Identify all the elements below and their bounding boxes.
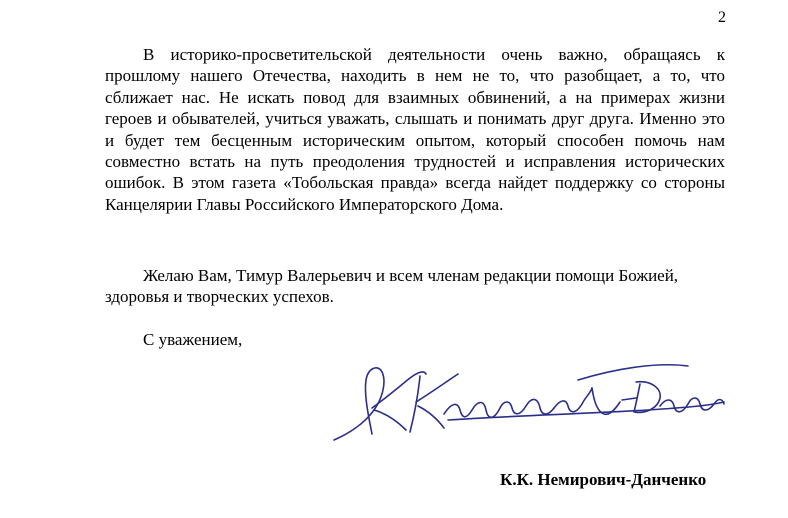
main-paragraph: В историко-просветительской деятельности очень важно, обращаясь к прошлому нашего Отечества, находить в нем не то, что разобщает, а то, что сближает нас. Не искать повод для взаимных обвинений, а на примерах жизни героев и обывателей, учиться уважать, слышать и понимать друг друга. Именно это и будет тем бесценным историческим опытом, который способен помочь нам совместно встать на путь преодоления трудностей и исправления исторических ошибок. В этом газета «Тобольская правда» всегда найдет поддержку со стороны Канцелярии Главы Российского Императорского Дома. bbox=[105, 45, 725, 214]
signer-name: К.К. Немирович-Данченко bbox=[500, 470, 707, 489]
page-number: 2 bbox=[718, 9, 726, 26]
closing-salutation: С уважением, bbox=[143, 330, 243, 349]
wish-paragraph: Желаю Вам, Тимур Валерьевич и всем членам редакции помощи Божией, здоровья и творческих успехов. bbox=[105, 266, 679, 307]
handwritten-signature bbox=[328, 358, 728, 450]
